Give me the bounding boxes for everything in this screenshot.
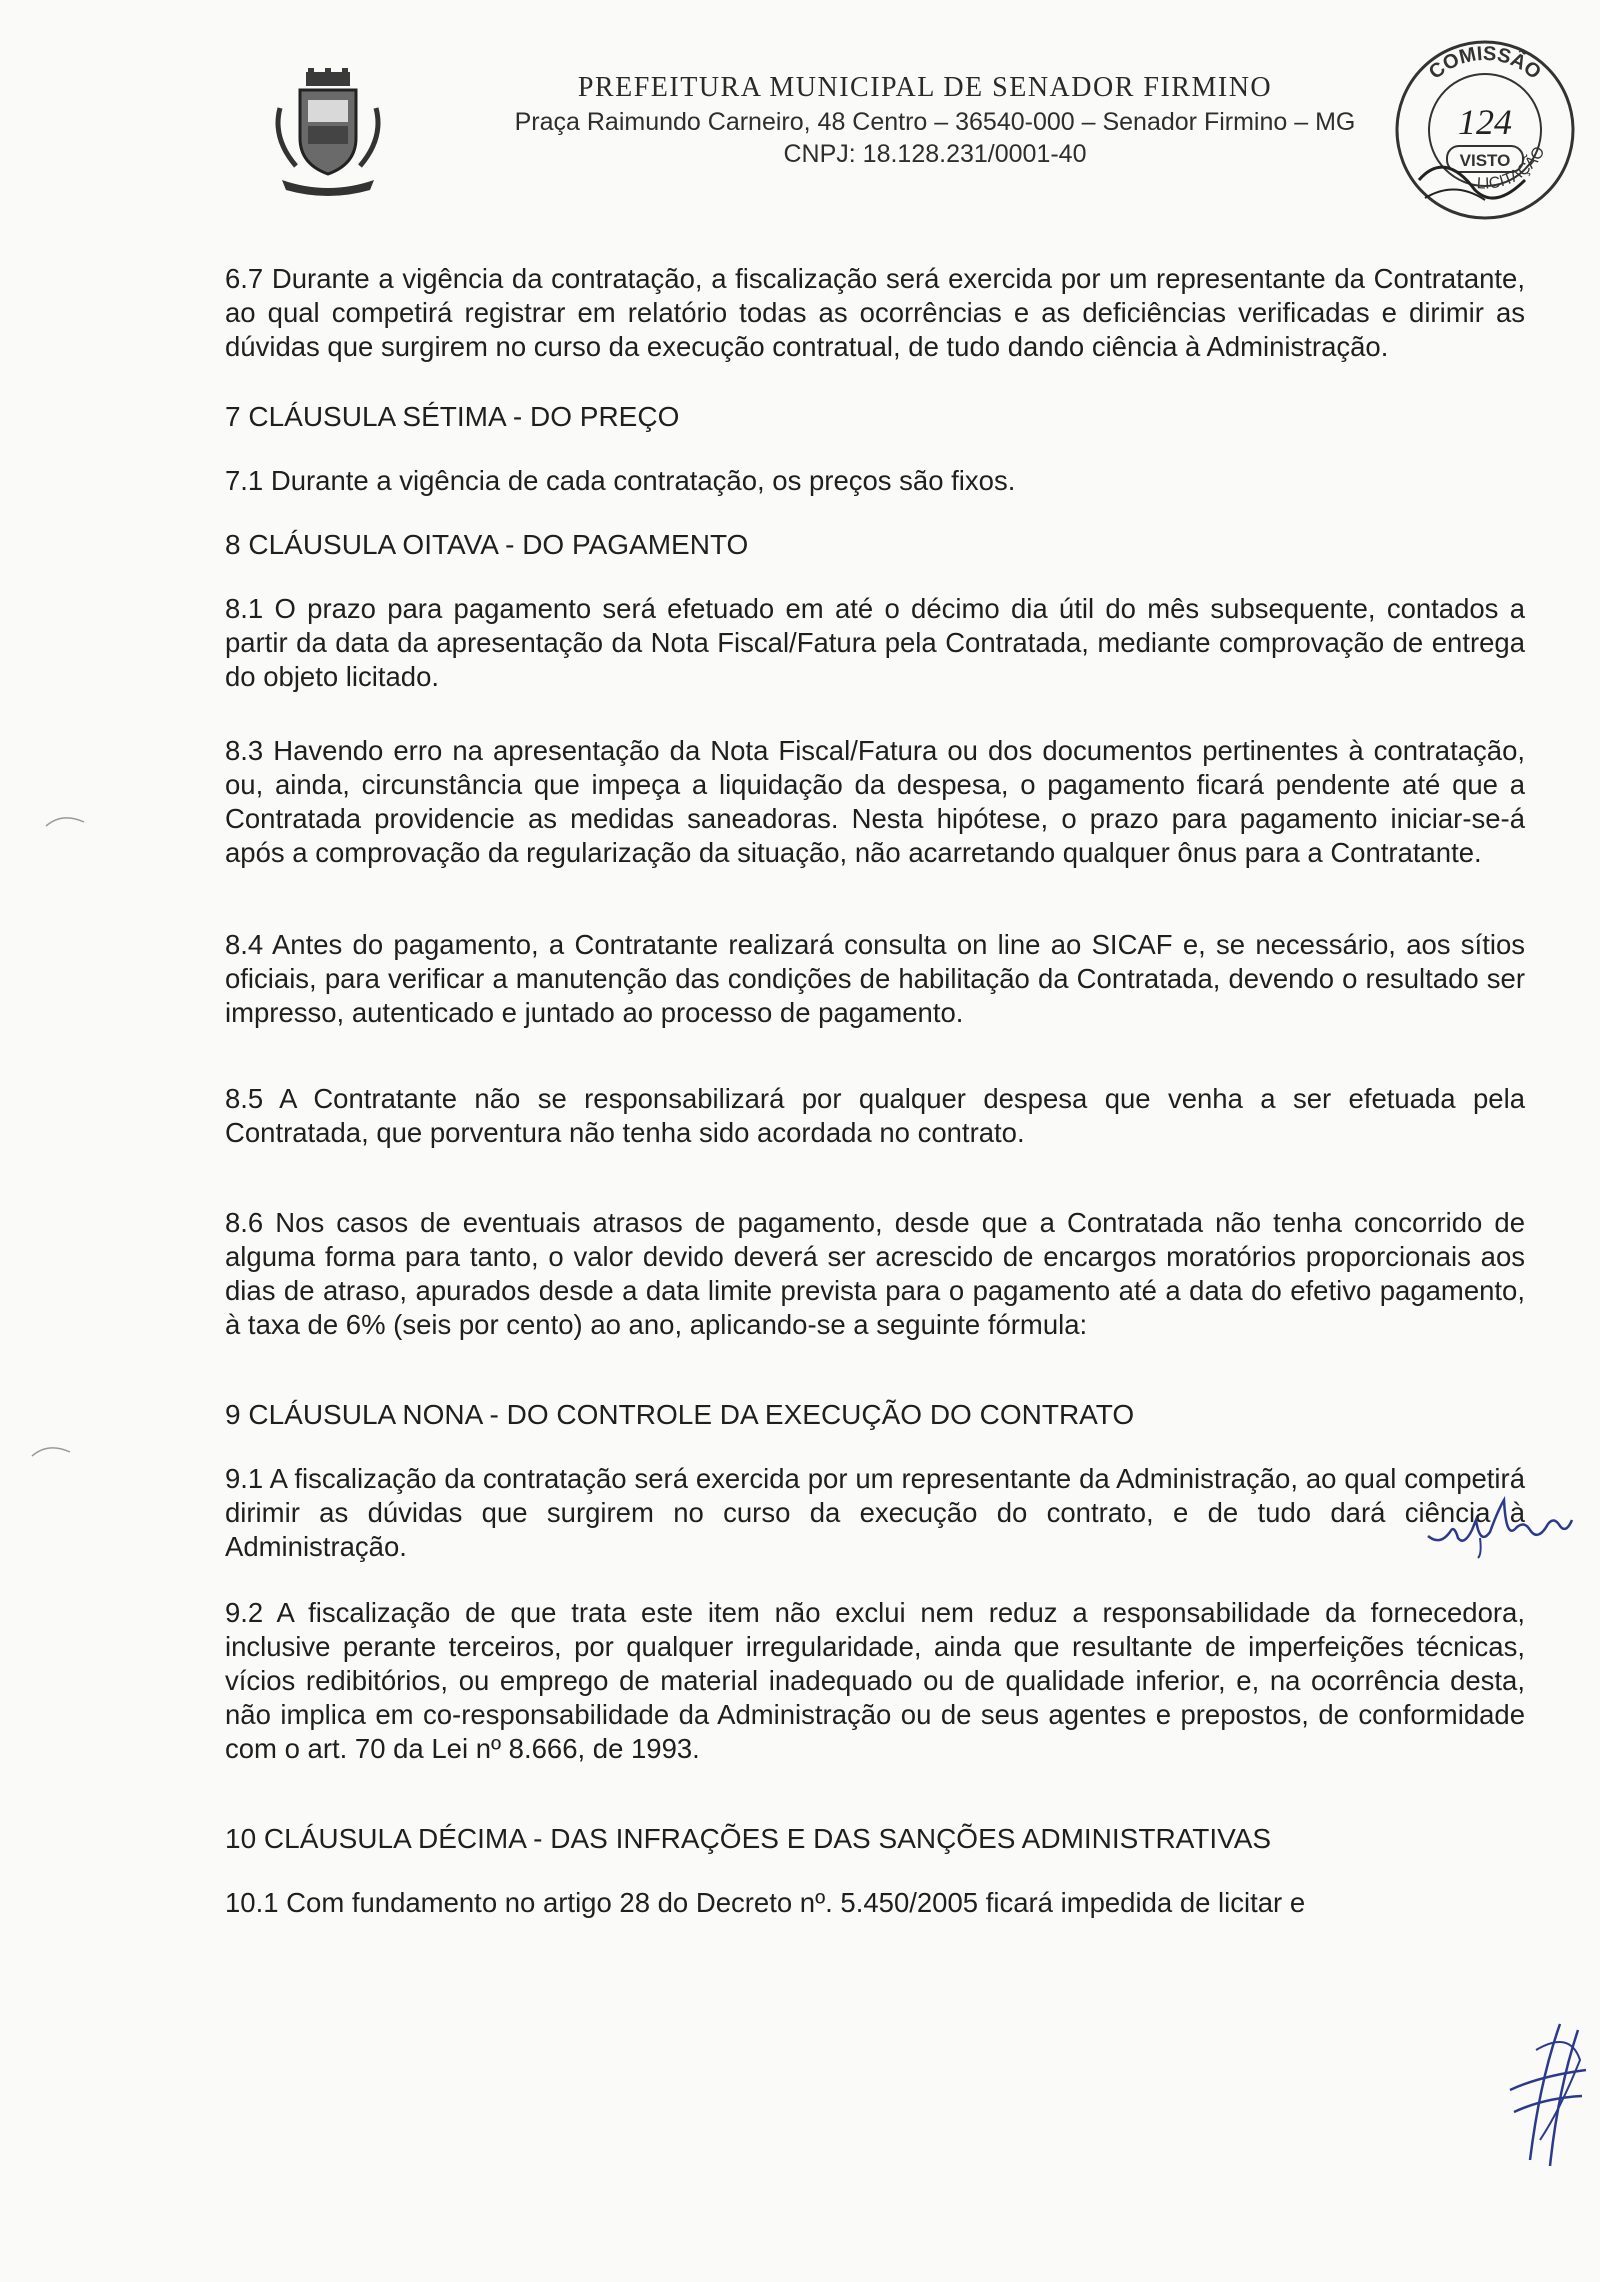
header-address: Praça Raimundo Carneiro, 48 Centro – 36540-000 – Senador Firmino – MG [514,108,1356,136]
stamp-visto: VISTO [1459,151,1511,170]
margin-mark [30,1440,80,1460]
clause-8-1: 8.1 O prazo para pagamento será efetuado em até o décimo dia útil do mês subsequente, contados a partir da data da apresentação da Nota Fiscal/Fatura pela Contratada, mediante comprovação de entrega do objeto licitado. [225,593,1525,692]
clause-10-heading: 10 CLÁUSULA DÉCIMA - DAS INFRAÇÕES E DAS SANÇÕES ADMINISTRATIVAS [225,1823,1272,1854]
clause-9-1: 9.1 A fiscalização da contratação será exercida por um representante da Administração, ao qual competirá dirimir as dúvidas que surgirem no curso da execução do contrato, e de tudo dará ciência à Administração. [225,1463,1525,1562]
commission-stamp [1385,30,1585,230]
clause-9-2: 9.2 A fiscalização de que trata este item não exclui nem reduz a responsabilidade da fornecedora, inclusive perante terceiros, por qualquer irregularidade, ainda que resultante de imperfeições técnicas, vícios redibitórios, ou emprego de material inadequado ou de qualidade inferior, e, na ocorrência desta, não implica em co-responsabilidade da Administração ou de seus agentes e prepostos, de conformidade com o art. 70 da Lei nº 8.666, de 1993. [225,1597,1525,1764]
clause-8-heading: 8 CLÁUSULA OITAVA - DO PAGAMENTO [225,529,749,560]
header-title: PREFEITURA MUNICIPAL DE SENADOR FIRMINO [577,72,1273,103]
clause-7-1: 7.1 Durante a vigência de cada contratação, os preços são fixos. [225,465,1016,496]
clause-8-5: 8.5 A Contratante não se responsabilizará por qualquer despesa que venha a ser efetuada pela Contratada, que porventura não tenha sido acordada no contrato. [225,1083,1525,1148]
margin-mark [44,810,94,830]
stamp-number: 124 [1458,102,1512,142]
handwritten-initials [1420,1480,1580,1560]
signature-rubric [1500,2020,1590,2170]
clause-8-3: 8.3 Havendo erro na apresentação da Nota Fiscal/Fatura ou dos documentos pertinentes à contratação, ou, ainda, circunstância que impeça a liquidação da despesa, o pagamento ficará pendente até que a Contratada providencie as medidas saneadoras. Nesta hipótese, o prazo para pagamento iniciar-se-á após a comprovação da regularização da situação, não acarretando qualquer ônus para a Contratante. [225,735,1525,868]
clause-7-heading: 7 CLÁUSULA SÉTIMA - DO PREÇO [225,401,680,432]
contract-body [225,262,1525,1920]
stamp-top-text: COMISSÃO [1424,42,1545,84]
clause-10-1: 10.1 Com fundamento no artigo 28 do Decreto nº. 5.450/2005 ficará impedida de licitar e [225,1887,1306,1918]
svg-text:COMISSÃO [1425,43,1545,84]
municipal-coat-of-arms-icon [268,68,388,198]
clause-8-6: 8.6 Nos casos de eventuais atrasos de pagamento, desde que a Contratada não tenha concorrido de alguma forma para tanto, o valor devido deverá ser acrescido de encargos moratórios proporcionais aos dias de atraso, apurados desde a data limite prevista para o pagamento até a data do efetivo pagamento, à taxa de 6% (seis por cento) ao ano, aplicando-se a seguinte fórmula: [225,1207,1525,1340]
clause-6-7: 6.7 Durante a vigência da contratação, a fiscalização será exercida por um representante da Contratante, ao qual competirá registrar em relatório todas as ocorrências e as deficiências verificadas e dirimir as dúvidas que surgirem no curso da execução contratual, de tudo dando ciência à Administração. [225,263,1525,362]
clause-9-heading: 9 CLÁUSULA NONA - DO CONTROLE DA EXECUÇÃO DO CONTRATO [225,1399,1135,1430]
clause-8-4: 8.4 Antes do pagamento, a Contratante realizará consulta on line ao SICAF e, se necessário, aos sítios oficiais, para verificar a manutenção das condições de habilitação da Contratada, devendo o resultado ser impresso, autenticado e juntado ao processo de pagamento. [225,929,1525,1028]
stamp-bottom-text: LICITAÇÃO [1476,143,1549,193]
header-cnpj: CNPJ: 18.128.231/0001-40 [783,140,1087,168]
